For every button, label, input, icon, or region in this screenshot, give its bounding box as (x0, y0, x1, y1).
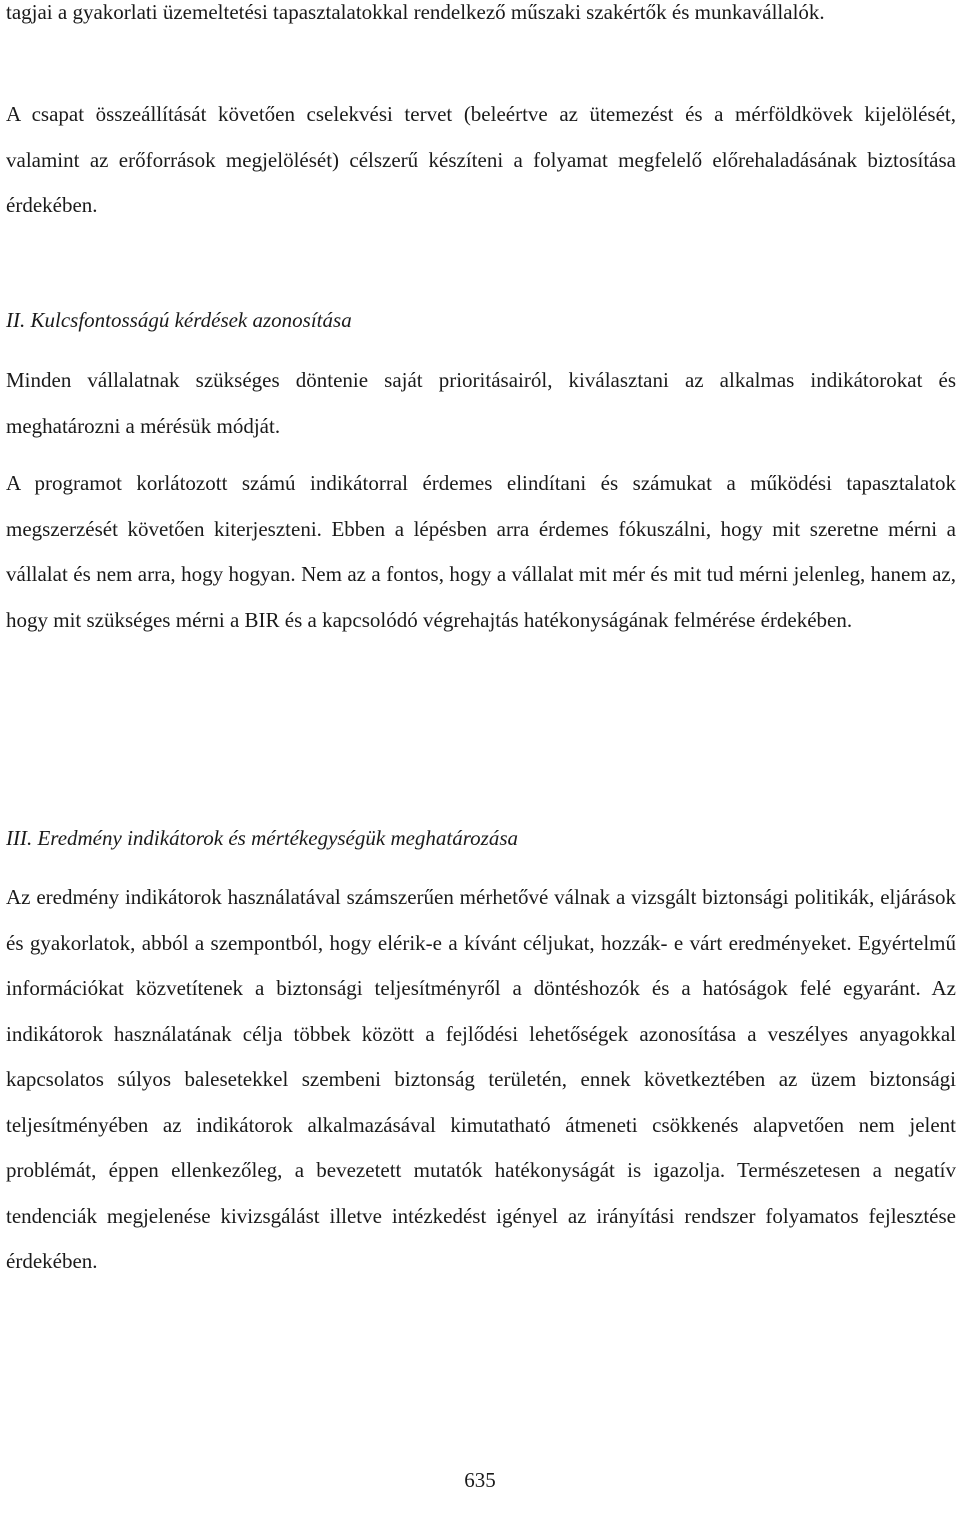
section-heading-key-questions: II. Kulcsfontosságú kérdések azonosítása (6, 308, 352, 332)
paragraph-action-plan: A csapat összeállítását követően cselekvési tervet (beleértve az ütemezést és a mérföldkövek kijelölését, valamint az erőforrások megjelölését) célszerű készíteni a folyamat megfelelő előrehaladásának biztosítása érdekében. (6, 102, 956, 217)
page-number: 635 (464, 1468, 496, 1492)
paragraph-outcome-indicators: Az eredmény indikátorok használatával számszerűen mérhetővé válnak a vizsgált biztonsági politikák, eljárások és gyakorlatok, abból a szempontból, hogy elérik-e a kívánt céljukat, hozzák- e várt eredményeket. Egyértelmű információkat közvetítenek a biztonsági teljesítményről a döntéshozók és a hatóságok felé egyaránt. Az indikátorok használatának célja többek között a fejlődési lehetőségek azonosítása a veszélyes anyagokkal kapcsolatos súlyos balesetekkel szembeni biztonság területén, ennek következtében az üzem biztonsági teljesítményében az indikátorok alkalmazásával kimutatható átmeneti csökkenés alapvetően nem jelent problémát, éppen ellenkezőleg, a bevezetett mutatók hatékonyságát is igazolja. Természetesen a negatív tendenciák megjelenése kivizsgálást illetve intézkedést igényel az irányítási rendszer folyamatos fejlesztése érdekében. (6, 885, 956, 1273)
section-heading-outcome-indicators: III. Eredmény indikátorok és mértékegységük meghatározása (6, 826, 519, 850)
paragraph-team-members: tagjai a gyakorlati üzemeltetési tapasztalatokkal rendelkező műszaki szakértők és munkavállalók. (6, 0, 825, 24)
paragraph-indicator-program: A programot korlátozott számú indikátorral érdemes elindítani és számukat a működési tapasztalatok megszerzését követően kiterjeszteni. Ebben a lépésben arra érdemes fókuszálni, hogy mit szeretne mérni a vállalat és nem arra, hogy hogyan. Nem az a fontos, hogy a vállalat mit mér és mit tud mérni jelenleg, hanem az, hogy mit szükséges mérni a BIR és a kapcsolódó végrehajtás hatékonyságának felmérése érdekében. (6, 471, 956, 632)
paragraph-priorities: Minden vállalatnak szükséges döntenie saját prioritásairól, kiválasztani az alkalmas indikátorokat és meghatározni a mérésük módját. (6, 368, 956, 438)
